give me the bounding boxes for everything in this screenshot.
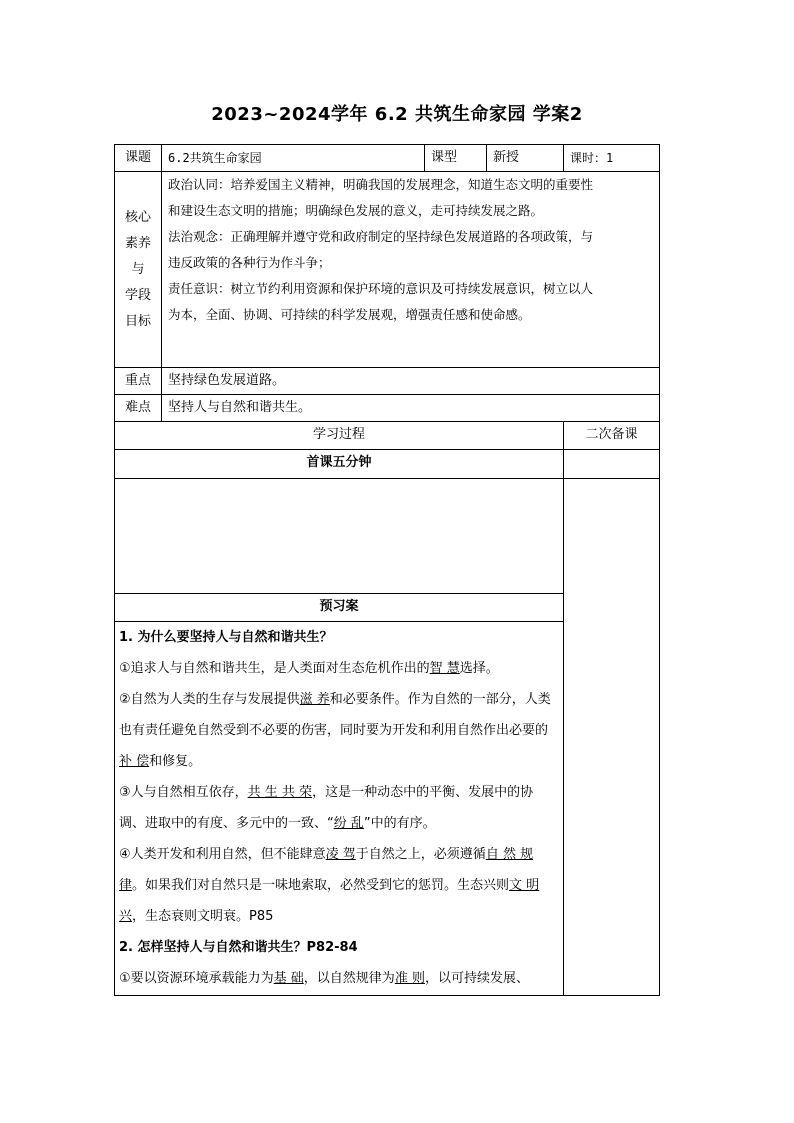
- type-value: 新授: [487, 145, 564, 172]
- answer-paragraph: ③人与自然相互依存，共 生 共 荣，这是一种动态中的平衡、发展中的协调、进取中的有度、多元中的一致、“纷 乱”中的有序。: [119, 785, 534, 831]
- difficulty-row: [115, 395, 660, 422]
- goal-text-line: 法治观念：正确理解并遵守党和政府制定的坚持绿色发展道路的各项政策，与: [168, 229, 594, 244]
- goals-label-line: 学段: [124, 287, 151, 303]
- goals-label-line: 核心: [124, 209, 151, 225]
- first-five-label: 首课五分钟: [115, 450, 564, 479]
- process-header-left: 学习过程: [115, 422, 564, 450]
- preview-content: [115, 622, 564, 996]
- blank-area: [115, 479, 564, 594]
- goals-label-line: 与: [131, 261, 145, 277]
- key-point-value: 坚持绿色发展道路。: [162, 368, 660, 395]
- goals-label-line: 目标: [124, 313, 151, 329]
- answer-paragraph: ②自然为人类的生存与发展提供滋 养和必要条件。作为自然的一部分，人类也有责任避免自然受到不必要的伤害，同时要为开发和利用自然作出必要的补 偿和修复。: [119, 692, 551, 769]
- hours-value: 课时：1: [564, 145, 660, 172]
- key-point-label: 重点: [115, 368, 162, 395]
- topic-value: 6.2共筑生命家园: [162, 145, 425, 172]
- goal-text-line: 政治认同：培养爱国主义精神，明确我国的发展理念，知道生态文明的重要性: [168, 177, 594, 192]
- process-header-right: 二次备课: [564, 422, 660, 450]
- blank-row: [115, 479, 660, 594]
- first-five-row: [115, 450, 660, 479]
- goals-row: [115, 172, 660, 368]
- header-row: [115, 145, 660, 172]
- difficulty-value: 坚持人与自然和谐共生。: [162, 395, 660, 422]
- goal-text-line: 违反政策的各种行为作斗争；: [168, 255, 331, 270]
- second-prep-column: [564, 479, 660, 996]
- goals-label-line: 素养: [124, 235, 151, 251]
- lesson-plan-table: [114, 144, 660, 996]
- process-header-row: [115, 422, 660, 450]
- first-five-notes: [564, 450, 660, 479]
- answer-paragraph: ①要以资源环境承载能力为基 础，以自然规律为准 则，以可持续发展、: [119, 971, 529, 986]
- goal-text-line: 为本，全面、协调、可持续的科学发展观，增强责任感和使命感。: [168, 307, 531, 322]
- key-point-row: [115, 368, 660, 395]
- goals-label: [115, 172, 162, 368]
- page-title: 2023~2024学年 6.2 共筑生命家园 学案2: [211, 104, 583, 125]
- type-label: 课型: [425, 145, 487, 172]
- goal-text-line: 责任意识：树立节约利用资源和保护环境的意识及可持续发展意识，树立以人: [168, 281, 594, 296]
- goal-text-line: 和建设生态文明的措施；明确绿色发展的意义，走可持续发展之路。: [168, 203, 544, 218]
- difficulty-label: 难点: [115, 395, 162, 422]
- preview-title: 预习案: [115, 594, 564, 622]
- question-1: 1. 为什么要坚持人与自然和谐共生？: [119, 630, 333, 645]
- goals-content: [162, 172, 660, 368]
- topic-label: 课题: [115, 145, 162, 172]
- question-2: 2. 怎样坚持人与自然和谐共生？P82-84: [119, 940, 358, 955]
- answer-paragraph: ①追求人与自然和谐共生，是人类面对生态危机作出的智 慧选择。: [119, 661, 499, 676]
- answer-paragraph: ④人类开发和利用自然，但不能肆意凌 驾于自然之上，必须遵循自 然 规 律。如果我们对自然只是一味地索取，必然受到它的惩罚。生态兴则文 明 兴，生态衰则文明衰。P85: [119, 847, 540, 924]
